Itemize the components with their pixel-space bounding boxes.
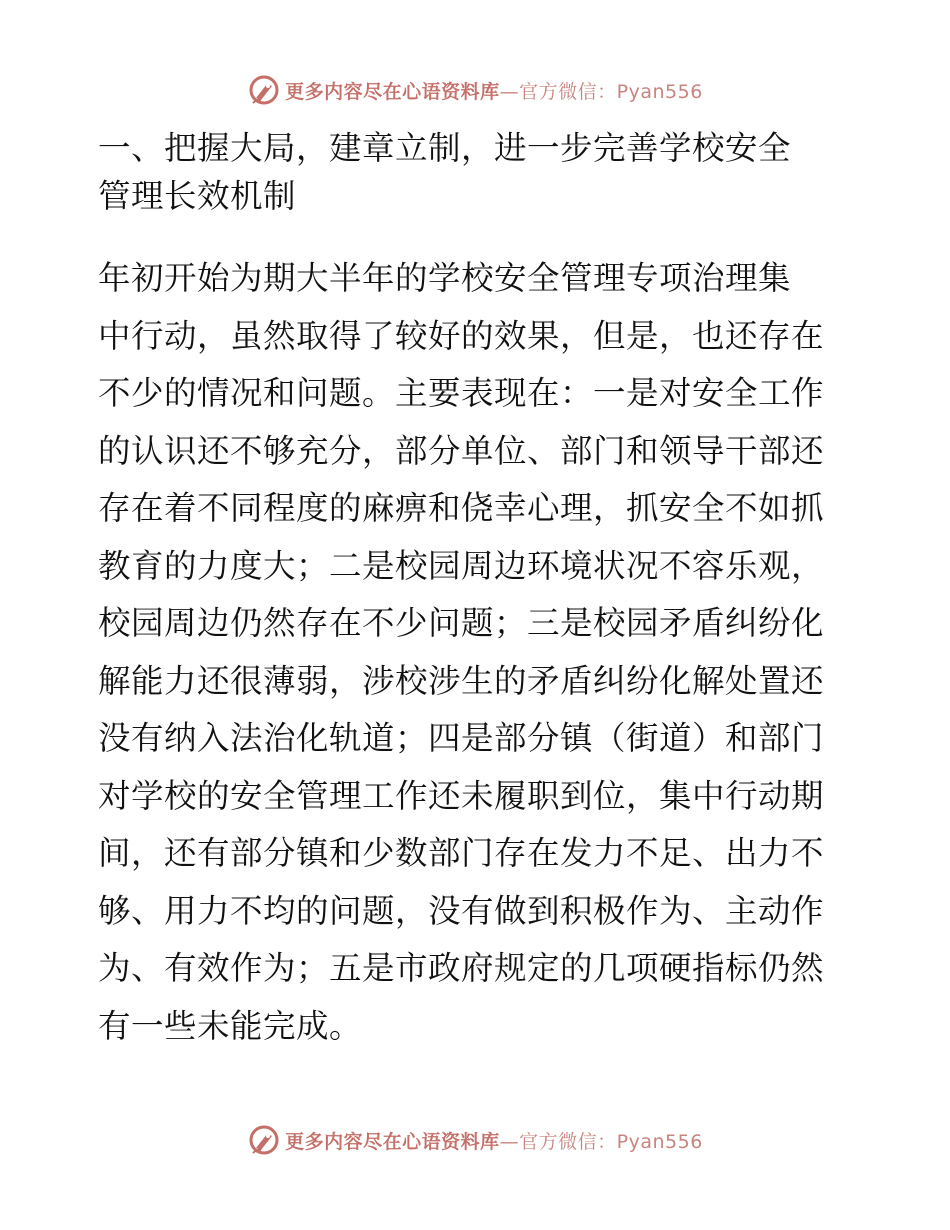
watermark-text: [285, 1127, 703, 1154]
pen-nib-circle-icon: [247, 1123, 281, 1157]
paragraph-line: 存在着不同程度的麻痹和侥幸心理，抓安全不如抓: [98, 489, 825, 527]
heading-line: 管理长效机制: [98, 177, 297, 215]
body-paragraph: [98, 250, 850, 1055]
paragraph-line: 不少的情况和问题。主要表现在：一是对安全工作: [98, 374, 825, 412]
watermark-wechat: —官方微信：Pyan556: [499, 80, 703, 103]
paragraph-line: 对学校的安全管理工作还未履职到位，集中行动期: [98, 776, 825, 815]
paragraph-line: 中行动，虽然取得了较好的效果，但是，也还存在: [98, 316, 825, 355]
paragraph-line: 够、用力不均的问题，没有做到积极作为、主动作: [98, 891, 825, 930]
watermark-text: [285, 77, 703, 104]
watermark-main: 更多内容尽在心语资料库: [285, 1130, 500, 1153]
watermark-wechat: —官方微信：Pyan556: [499, 1130, 703, 1153]
paragraph-line: 解能力还很薄弱，涉校涉生的矛盾纠纷化解处置还: [98, 661, 825, 700]
paragraph-line: 年初开始为期大半年的学校安全管理专项治理集: [98, 259, 792, 297]
paragraph-line: 的认识还不够充分，部分单位、部门和领导干部还: [98, 431, 825, 470]
heading-line: 一、把握大局，建章立制，进一步完善学校安全: [98, 129, 792, 167]
paragraph-line: 教育的力度大；二是校园周边环境状况不容乐观，: [98, 546, 825, 585]
watermark-main: 更多内容尽在心语资料库: [285, 80, 500, 103]
paragraph-line: 校园周边仍然存在不少问题；三是校园矛盾纠纷化: [98, 604, 825, 642]
section-heading: [98, 124, 850, 220]
paragraph-line: 为、有效作为；五是市政府规定的几项硬指标仍然: [98, 949, 825, 987]
footer-watermark: [0, 1120, 950, 1160]
pen-nib-circle-icon: [247, 73, 281, 107]
paragraph-line: 间，还有部分镇和少数部门存在发力不足、出力不: [98, 834, 825, 872]
paragraph-line: 有一些未能完成。: [98, 1006, 363, 1045]
paragraph-line: 没有纳入法治化轨道；四是部分镇（街道）和部门: [98, 719, 825, 757]
header-watermark: [0, 70, 950, 110]
